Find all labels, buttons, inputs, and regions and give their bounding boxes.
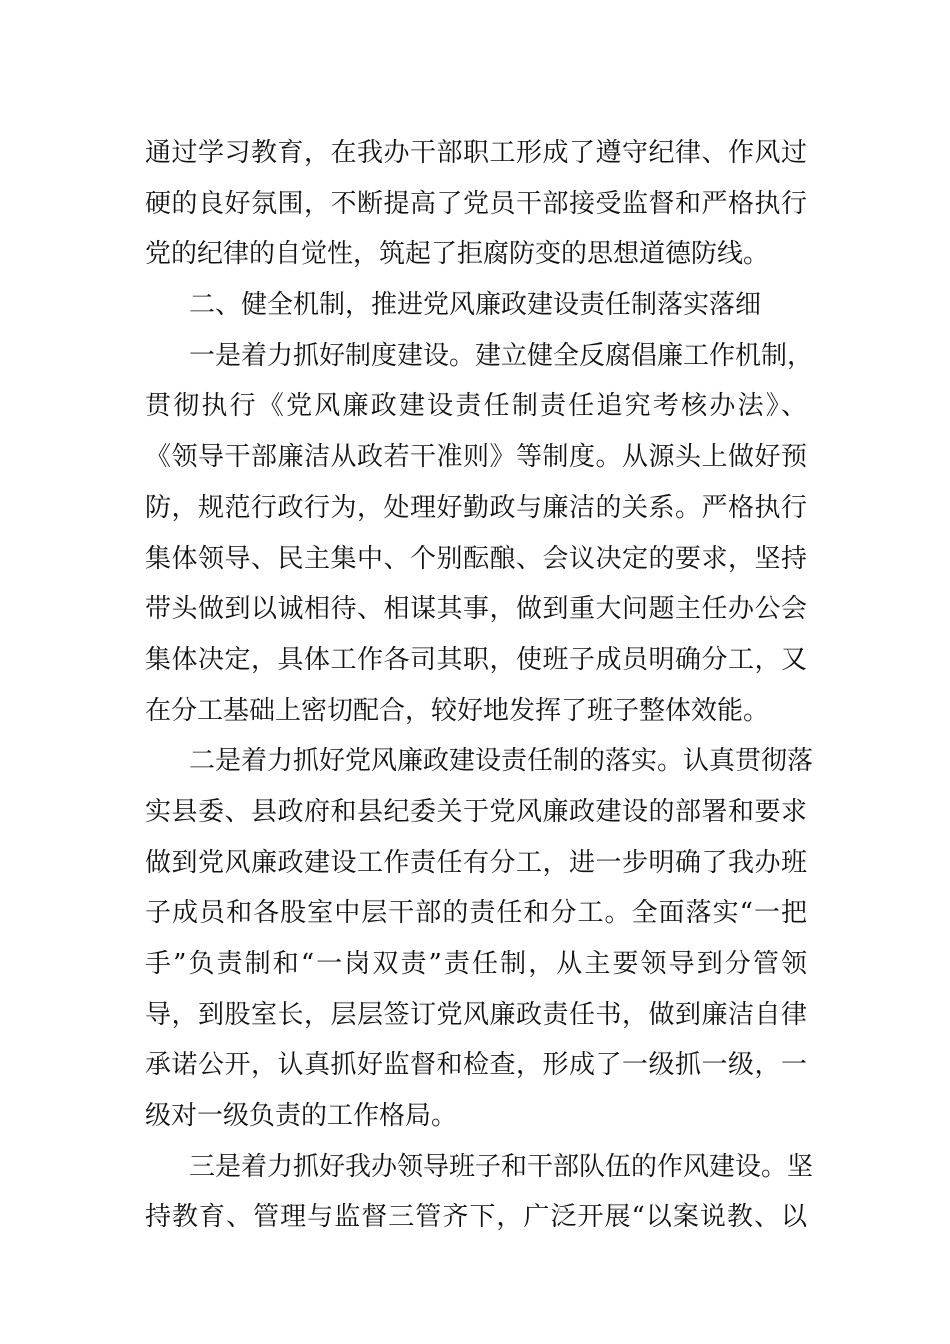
text-line-1: 通过学习教育，在我办干部职工形成了遵守纪律、作风过 [145,138,807,168]
text-line-17: 手”负责制和“一岗双责”责任制，从主要领导到分管领 [145,949,807,979]
text-line-8: 防，规范行政行为，处理好勤政与廉洁的关系。严格执行 [145,492,807,523]
text-line-15: 做到党风廉政建设工作责任有分工，进一步明确了我办班 [145,847,807,878]
text-line-2: 硬的良好氛围，不断提高了党员干部接受监督和严格执行 [145,188,807,219]
text-line-16: 子成员和各股室中层干部的责任和分工。全面落实“一把 [145,898,807,929]
text-line-14: 实县委、县政府和县纪委关于党风廉政建设的部署和要求 [145,796,807,827]
text-line-3: 党的纪律的自觉性，筑起了拒腐防变的思想道德防线。 [145,239,770,270]
section-heading: 二、健全机制，推进党风廉政建设责任制落实落细 [189,290,762,321]
text-line-13: 二是着力抓好党风廉政建设责任制的落实。认真贯彻落 [189,746,814,777]
text-line-7: 《领导干部廉洁从政若干准则》等制度。从源头上做好预 [145,442,807,473]
text-line-19: 承诺公开，认真抓好监督和检查，形成了一级抓一级，一 [145,1050,807,1081]
text-line-6: 贯彻执行《党风廉政建设责任制责任追究考核办法》、 [145,391,807,422]
text-line-21: 三是着力抓好我办领导班子和干部队伍的作风建设。坚 [189,1151,814,1182]
text-line-12: 在分工基础上密切配合，较好地发挥了班子整体效能。 [145,695,770,726]
text-line-10: 带头做到以诚相待、相谋其事，做到重大问题主任办公会 [145,594,807,625]
text-line-11: 集体决定，具体工作各司其职，使班子成员明确分工，又 [145,644,807,675]
document-body [145,128,814,1243]
text-line-9: 集体领导、民主集中、个别酝酿、会议决定的要求，坚持 [145,543,807,574]
text-line-5: 一是着力抓好制度建设。建立健全反腐倡廉工作机制， [189,340,814,371]
text-line-18: 导，到股室长，层层签订党风廉政责任书，做到廉洁自律 [145,999,807,1030]
text-line-20: 级对一级负责的工作格局。 [145,1101,458,1132]
text-line-22: 持教育、管理与监督三管齐下，广泛开展“以案说教、以 [145,1202,807,1233]
